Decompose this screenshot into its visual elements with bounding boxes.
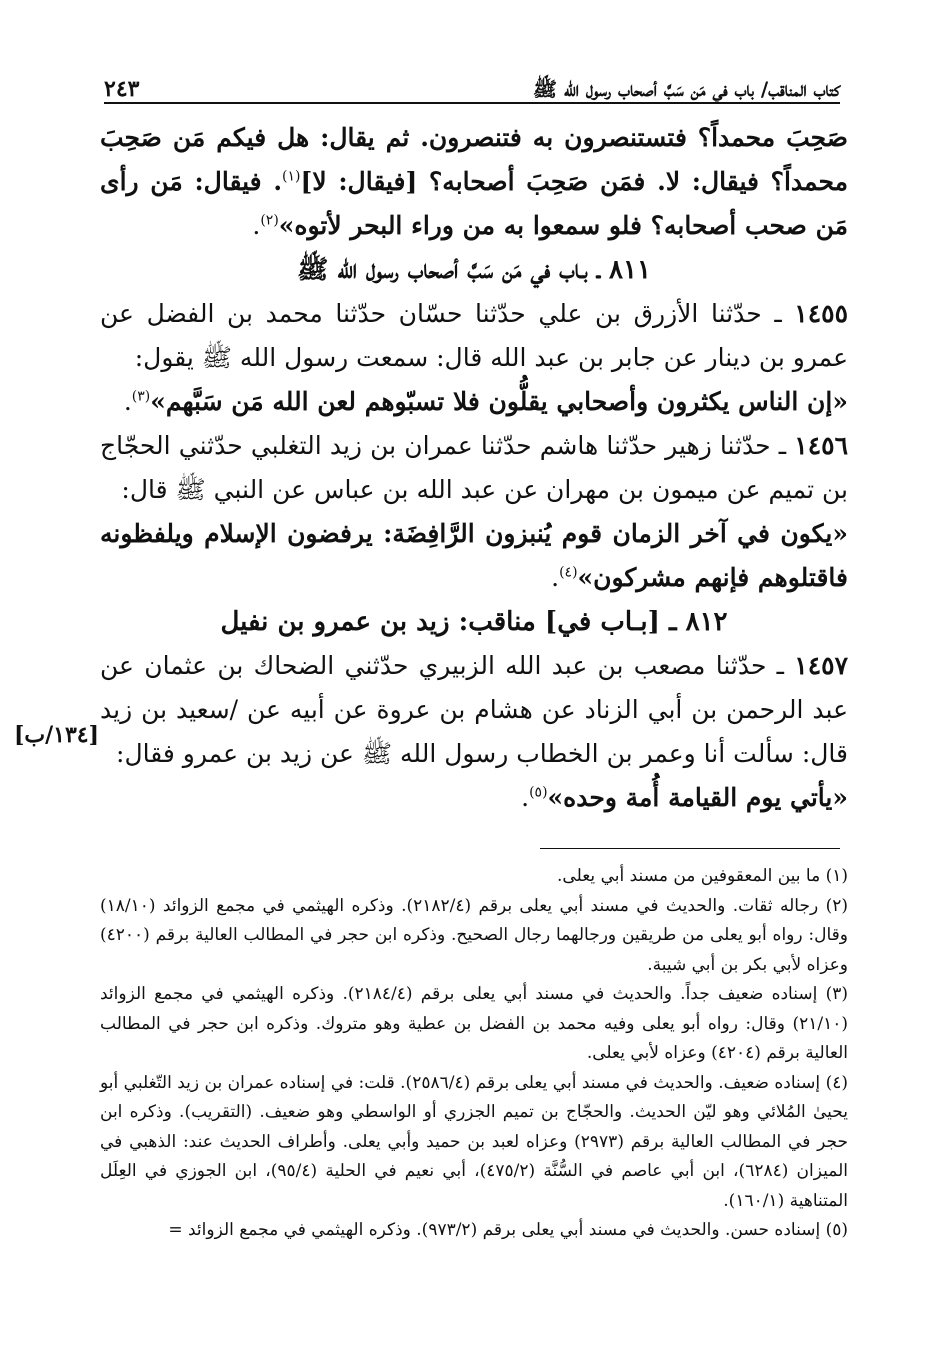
hadith-number: ١٤٥٧ bbox=[794, 651, 848, 680]
footnote-5: (٥) إسناده حسن. والحديث في مسند أبي يعلى برقم (٩٧٣/٢). وذكره الهيثمي في مجمع الزوائد = bbox=[168, 1220, 848, 1240]
hadith-matn: «إن الناس يكثرون وأصحابي يقلُّون فلا تسبّوهم لعن الله مَن سَبَّهم» bbox=[150, 387, 848, 416]
end-period: . bbox=[123, 387, 132, 416]
hadith-1455-matn bbox=[100, 380, 848, 424]
hadith-isnad: ـ حدّثنا مصعب بن عبد الله الزبيري حدّثني الضحاك بن عثمان عن عبد الرحمن بن أبي الزناد عن هشام بن عروة عن أبيه عن /سعيد بن زيد قال: سألت أنا وعمر بن الخطاب رسول الله ﷺ عن زيد بن عمرو فقال: bbox=[100, 651, 848, 768]
continued-hadith-text-1: صَحِبَ محمداً؟ فتستنصرون به فتنصرون. ثم يقال: هل فيكم مَن صَحِبَ محمداً؟ فيقال: لا. فمَن صَحِبَ أصحابه؟ [فيقال: لا] bbox=[100, 123, 848, 196]
continued-hadith bbox=[100, 116, 848, 248]
footnote-ref-3: (٣) bbox=[131, 388, 151, 405]
hadith-1455 bbox=[100, 292, 848, 380]
end-period: . bbox=[252, 211, 261, 240]
hadith-1457 bbox=[100, 644, 848, 776]
footnote-3: (٣) إسناده ضعيف جداً. والحديث في مسند أبي يعلى برقم (٢١٨٤/٤). وذكره الهيثمي في مجمع الزوائد (٢١/١٠) وقال: رواه أبو يعلى وفيه محمد بن الفضل بن عطية وهو متروك. وذكره ابن حجر في المطالب العالية برقم (٤٢٠٤) وعزاه لأبي يعلى. bbox=[100, 984, 848, 1063]
running-header bbox=[104, 68, 840, 104]
hadith-matn: «يكون في آخر الزمان قوم يُنبزون الرَّافِضَة: يرفضون الإسلام ويلفظونه فاقتلوهم فإنهم مشركون» bbox=[100, 519, 848, 592]
hadith-number: ١٤٥٦ bbox=[794, 431, 848, 460]
hadith-matn: «يأتي يوم القيامة أُمة وحده» bbox=[547, 783, 848, 812]
chapter-heading-811: ٨١١ ـ بـاب في مَن سَبَّ أصحاب رسول الله ﷺ bbox=[297, 255, 651, 285]
end-period: . bbox=[521, 783, 530, 812]
footnote-ref-4: (٤) bbox=[559, 564, 578, 581]
footnote-2: (٢) رجاله ثقات. والحديث في مسند أبي يعلى برقم (٢١٨٢/٤). وذكره الهيثمي في مجمع الزوائد (١٨/١٠) وقال: رواه أبو يعلى من طريقين ورجالهما رجال الصحيح. وذكره ابن حجر في المطالب العالية برقم (٤٢٠٠) وعزاه لأبي بكر بن أبي شيبة. bbox=[100, 895, 848, 975]
chapter-heading-812: ٨١٢ ـ [بـاب في] مناقب: زيد بن عمرو بن نفيل bbox=[220, 607, 728, 637]
page-number: ٢٤٣ bbox=[104, 76, 140, 102]
main-text bbox=[100, 116, 848, 820]
hadith-number: ١٤٥٥ bbox=[794, 299, 848, 328]
footnote-ref-2: (٢) bbox=[260, 212, 279, 229]
hadith-1456 bbox=[100, 424, 848, 512]
footnote-4: (٤) إسناده ضعيف. والحديث في مسند أبي يعلى برقم (٢٥٨٦/٤). قلت: في إسناده عمران بن زيد التّغلبي أبو يحيىٰ المُلائي وهو ليّن الحديث. والحجّاج بن تميم الجزري أو الواسطي وهو ضعيف. (التقريب). وذكره ابن حجر في المطالب العالية برقم (٢٩٧٣) وعزاه لعبد بن حميد وأبي يعلى. وأطراف الحديث عند: الذهبي في الميزان (٦٢٨٤)، ابن أبي عاصم في السُّنَّة (٤٧٥/٢)، أبي نعيم في الحلية (٩٥/٤)، ابن الجوزي في العِلَل المتناهية (١٦٠/١). bbox=[100, 1072, 848, 1211]
hadith-isnad: ـ حدّثنا الأزرق بن علي حدّثنا حسّان حدّثنا محمد بن الفضل عن عمرو بن دينار عن جابر بن عبد الله قال: سمعت رسول الله ﷺ يقول: bbox=[100, 299, 848, 372]
footnote-1: (١) ما بين المعقوفين من مسند أبي يعلى. bbox=[557, 866, 848, 886]
footnote-ref-5: (٥) bbox=[529, 784, 548, 801]
hadith-isnad: ـ حدّثنا زهير حدّثنا هاشم حدّثنا عمران بن زيد التغلبي حدّثني الحجّاج بن تميم عن ميمون بن مهران عن عبد الله بن عباس عن النبي ﷺ قال: bbox=[100, 431, 848, 504]
footnote-ref-1: (١) bbox=[282, 168, 301, 185]
footnotes bbox=[100, 862, 848, 1246]
continued-hadith-text-2: . فيقال: مَن رأى مَن صحب أصحابه؟ فلو سمعوا به من وراء البحر لأتوه» bbox=[100, 167, 848, 240]
end-period: . bbox=[551, 563, 560, 592]
hadith-1457-matn bbox=[100, 776, 848, 820]
header-title: كتاب المناقب/ باب في مَن سَبَّ أصحاب رسول الله ﷺ bbox=[532, 77, 840, 101]
hadith-1456-matn bbox=[100, 512, 848, 600]
manuscript-folio-marker: [١٣٤/ب] bbox=[14, 722, 100, 748]
footnote-separator bbox=[540, 848, 840, 849]
